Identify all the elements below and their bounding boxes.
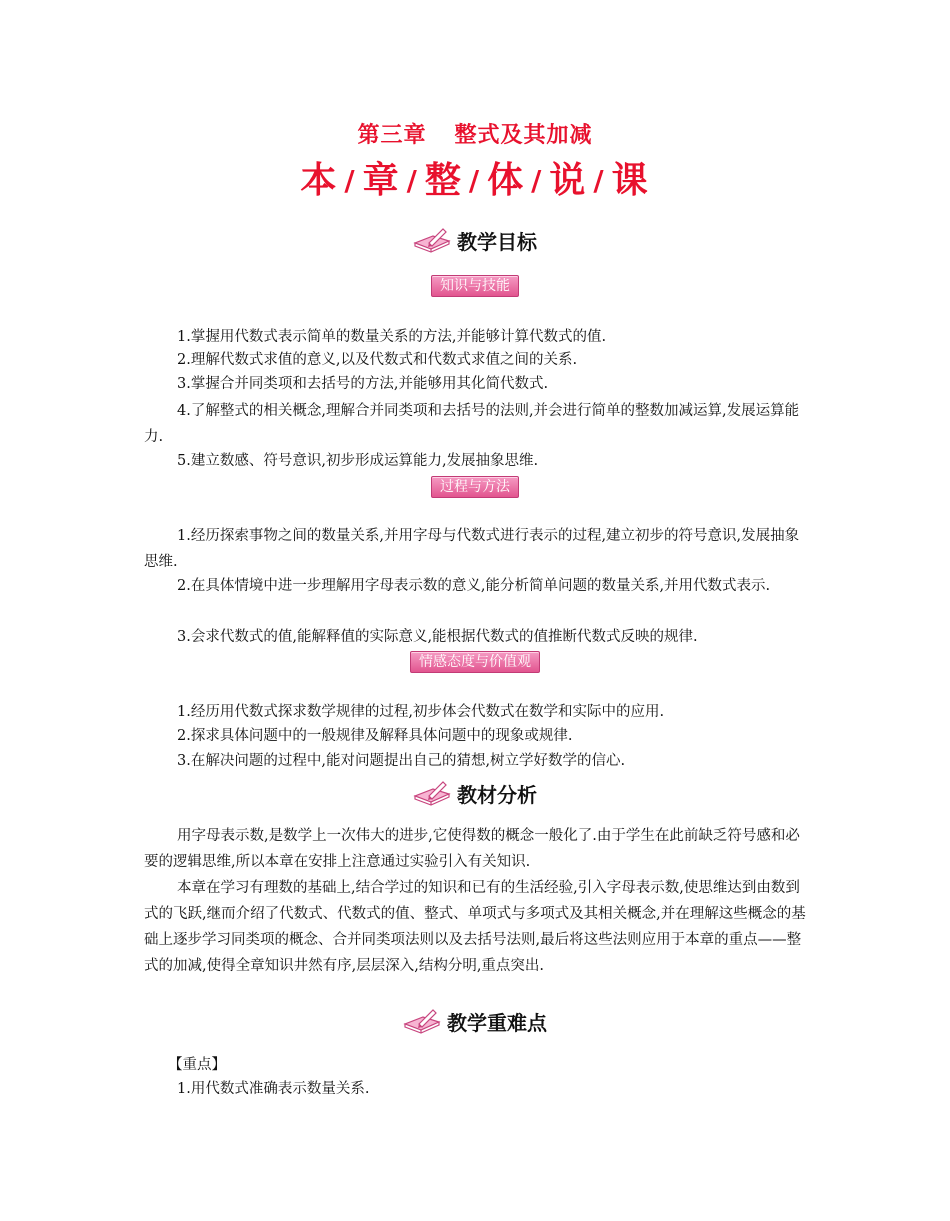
book-pen-icon [403, 1008, 441, 1036]
list-item: 3.在解决问题的过程中,能对问题提出自己的猜想,树立学好数学的信心. [177, 753, 626, 769]
list-item: 1.用代数式准确表示数量关系. [177, 1081, 370, 1097]
list-item: 3.掌握合并同类项和去括号的方法,并能够用其化简代数式. [177, 376, 549, 392]
list-item: 2.理解代数式求值的意义,以及代数式和代数式求值之间的关系. [177, 352, 578, 368]
section-heading-goals [0, 226, 950, 260]
list-item: 4.了解整式的相关概念,理解合并同类项和去括号的法则,并会进行简单的整数加减运算,发展运算能力. [144, 403, 800, 445]
main-title-char: 体 [487, 160, 526, 201]
main-title: 本 / 章 / 整 / 体 / 说 / 课 [300, 160, 650, 201]
list-item: 3.会求代数式的值,能解释值的实际意义,能根据代数式的值推断代数式反映的规律. [177, 629, 698, 645]
keypoints-heading: 【重点】 [168, 1057, 226, 1073]
section-heading-analysis [0, 779, 950, 813]
main-title-char: 课 [611, 160, 650, 201]
chapter-name: 整式及其加减 [454, 123, 593, 148]
main-title-char: 本 [300, 160, 339, 201]
book-pen-icon [413, 227, 451, 255]
chapter-title [0, 118, 950, 149]
chapter-number: 第三章 [357, 123, 427, 148]
list-item: 5.建立数感、符号意识,初步形成运算能力,发展抽象思维. [177, 453, 539, 469]
section-title: 教材分析 [457, 783, 537, 807]
badge-knowledge: 知识与技能 [0, 275, 950, 297]
list-item: 1.经历用代数式探求数学规律的过程,初步体会代数式在数学和实际中的应用. [177, 704, 665, 720]
section-title: 教学重难点 [447, 1011, 547, 1035]
book-pen-icon [413, 780, 451, 808]
paragraph: 用字母表示数,是数学上一次伟大的进步,它使得数的概念一般化了.由于学生在此前缺乏符号感和必要的逻辑思维,所以本章在安排上注意通过实验引入有关知识. [144, 828, 800, 870]
paragraph: 本章在学习有理数的基础上,结合学过的知识和已有的生活经验,引入字母表示数,使思维达到由数到式的飞跃,继而介绍了代数式、代数式的值、整式、单项式与多项式及其相关概念,并在理解这些概念的基础上逐步学习同类项的概念、合并同类项法则以及去括号法则,最后将这些法则应用于本章的重点——整式的加减,使得全章知识井然有序,层层深入,结构分明,重点突出. [144, 880, 806, 974]
section-heading-keypoints [0, 1007, 950, 1041]
badge-process: 过程与方法 [0, 476, 950, 498]
list-item: 2.在具体情境中进一步理解用字母表示数的意义,能分析简单问题的数量关系,并用代数式表示. [177, 578, 771, 594]
section-title: 教学目标 [457, 230, 537, 254]
main-title-char: 说 [549, 160, 588, 201]
main-title-char: 章 [362, 160, 401, 201]
badge-emotion: 情感态度与价值观 [0, 651, 950, 673]
list-item: 1.掌握用代数式表示简单的数量关系的方法,并能够计算代数式的值. [177, 329, 607, 345]
list-item: 2.探求具体问题中的一般规律及解释具体问题中的现象或规律. [177, 728, 573, 744]
main-title-char: 整 [424, 160, 463, 201]
list-item: 1.经历探索事物之间的数量关系,并用字母与代数式进行表示的过程,建立初步的符号意识,发展抽象思维. [144, 528, 800, 570]
